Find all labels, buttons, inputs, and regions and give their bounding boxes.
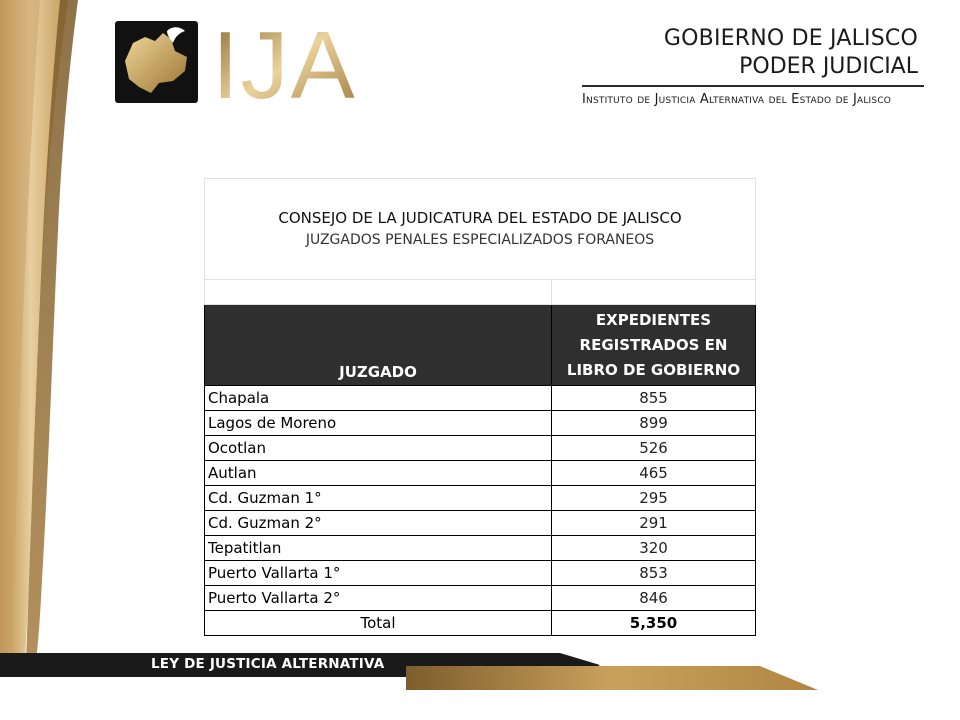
table-row	[205, 511, 756, 536]
juzgado-name-cell: Chapala	[205, 386, 552, 411]
expedientes-value-cell: 526	[552, 436, 756, 461]
table-row	[205, 386, 756, 411]
table-row	[205, 561, 756, 586]
svg-text:IJA: IJA	[212, 14, 357, 109]
table-row	[205, 486, 756, 511]
jalisco-map-icon	[115, 21, 198, 103]
header-divider	[582, 85, 924, 87]
total-label: Total	[205, 611, 552, 636]
government-title: GOBIERNO DE JALISCO	[663, 26, 918, 51]
table-row	[205, 461, 756, 486]
table-subtitle: JUZGADOS PENALES ESPECIALIZADOS FORANEOS	[305, 232, 655, 248]
juzgado-name-cell: Ocotlan	[205, 436, 552, 461]
footer-band	[0, 640, 960, 700]
table-body	[205, 386, 756, 611]
table-row	[205, 586, 756, 611]
footer-law-title: LEY DE JUSTICIA ALTERNATIVA	[151, 656, 385, 672]
blank-cell	[552, 280, 756, 305]
expedientes-value-cell: 295	[552, 486, 756, 511]
table-title-cell	[205, 179, 756, 280]
institute-name: Instituto de Justicia Alternativa del Estado de Jalisco	[582, 92, 892, 107]
expedientes-value-cell: 853	[552, 561, 756, 586]
expedientes-value-cell: 320	[552, 536, 756, 561]
expedientes-table	[204, 178, 756, 636]
juzgado-name-cell: Puerto Vallarta 2°	[205, 586, 552, 611]
juzgado-name-cell: Puerto Vallarta 1°	[205, 561, 552, 586]
expedientes-value-cell: 899	[552, 411, 756, 436]
juzgado-name-cell: Lagos de Moreno	[205, 411, 552, 436]
juzgado-name-cell: Tepatitlan	[205, 536, 552, 561]
table-title: CONSEJO DE LA JUDICATURA DEL ESTADO DE JALISCO	[278, 209, 682, 227]
juzgado-name-cell: Cd. Guzman 1°	[205, 486, 552, 511]
column-header-juzgado: JUZGADO	[205, 305, 552, 386]
expedientes-value-cell: 291	[552, 511, 756, 536]
expedientes-value-cell: 855	[552, 386, 756, 411]
expedientes-value-cell: 846	[552, 586, 756, 611]
juzgado-name-cell: Autlan	[205, 461, 552, 486]
table-row	[205, 411, 756, 436]
column-header-expedientes: EXPEDIENTES REGISTRADOS EN LIBRO DE GOBIERNO	[552, 305, 756, 386]
total-value: 5,350	[552, 611, 756, 636]
judicial-power-subtitle: PODER JUDICIAL	[739, 54, 918, 79]
jalisco-map-logo	[115, 21, 198, 103]
blank-cell	[205, 280, 552, 305]
expedientes-value-cell: 465	[552, 461, 756, 486]
juzgado-name-cell: Cd. Guzman 2°	[205, 511, 552, 536]
ija-logo-letters	[210, 14, 370, 109]
table-row	[205, 436, 756, 461]
table-row	[205, 536, 756, 561]
